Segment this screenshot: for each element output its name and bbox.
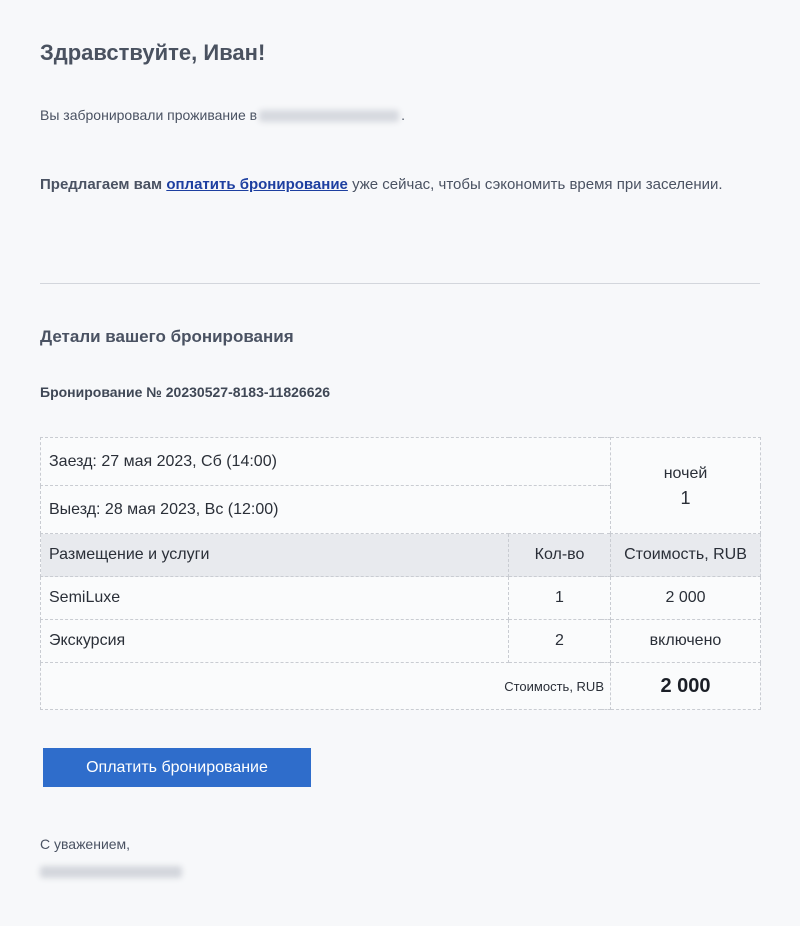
service-cost: 2 000 xyxy=(611,577,761,620)
header-qty: Кол-во xyxy=(509,534,611,577)
total-row xyxy=(41,663,761,710)
service-qty: 1 xyxy=(509,577,611,620)
signature-text: С уважением, xyxy=(40,836,131,852)
header-cost: Стоимость, RUB xyxy=(611,534,761,577)
offer-lead: Предлагаем вам xyxy=(40,176,163,193)
service-name: Экскурсия xyxy=(41,620,509,663)
redacted-hotel-name xyxy=(259,110,399,122)
greeting-heading: Здравствуйте, Иван! xyxy=(40,40,266,65)
intro-suffix: . xyxy=(401,107,405,123)
intro-prefix: Вы забронировали проживание в xyxy=(40,107,258,123)
checkin-date: Заезд: 27 мая 2023, Сб (14:00) xyxy=(41,438,611,486)
total-value: 2 000 xyxy=(611,663,761,710)
nights-cell xyxy=(611,438,761,534)
total-label: Стоимость, RUB xyxy=(41,663,611,710)
offer-rest: уже сейчас, чтобы сэкономить время при заселении. xyxy=(352,176,723,193)
nights-label: ночей xyxy=(663,464,708,482)
pay-booking-button[interactable]: Оплатить бронирование xyxy=(43,748,311,787)
offer-paragraph xyxy=(40,168,730,201)
details-title: Детали вашего бронирования xyxy=(40,327,294,346)
checkout-date: Выезд: 28 мая 2023, Вс (12:00) xyxy=(41,486,611,534)
service-cost: включено xyxy=(611,620,761,663)
table-row xyxy=(41,577,761,620)
booking-table xyxy=(40,437,761,710)
divider xyxy=(40,283,760,284)
service-qty: 2 xyxy=(509,620,611,663)
intro-text xyxy=(40,107,405,123)
table-header-row xyxy=(41,534,761,577)
header-service: Размещение и услуги xyxy=(41,534,509,577)
booking-number: Бронирование № 20230527-8183-11826626 xyxy=(40,384,331,400)
redacted-sender-name xyxy=(40,866,182,878)
nights-value: 1 xyxy=(680,487,691,508)
pay-booking-link[interactable]: оплатить бронирование xyxy=(166,176,348,193)
service-name: SemiLuxe xyxy=(41,577,509,620)
table-row xyxy=(41,620,761,663)
